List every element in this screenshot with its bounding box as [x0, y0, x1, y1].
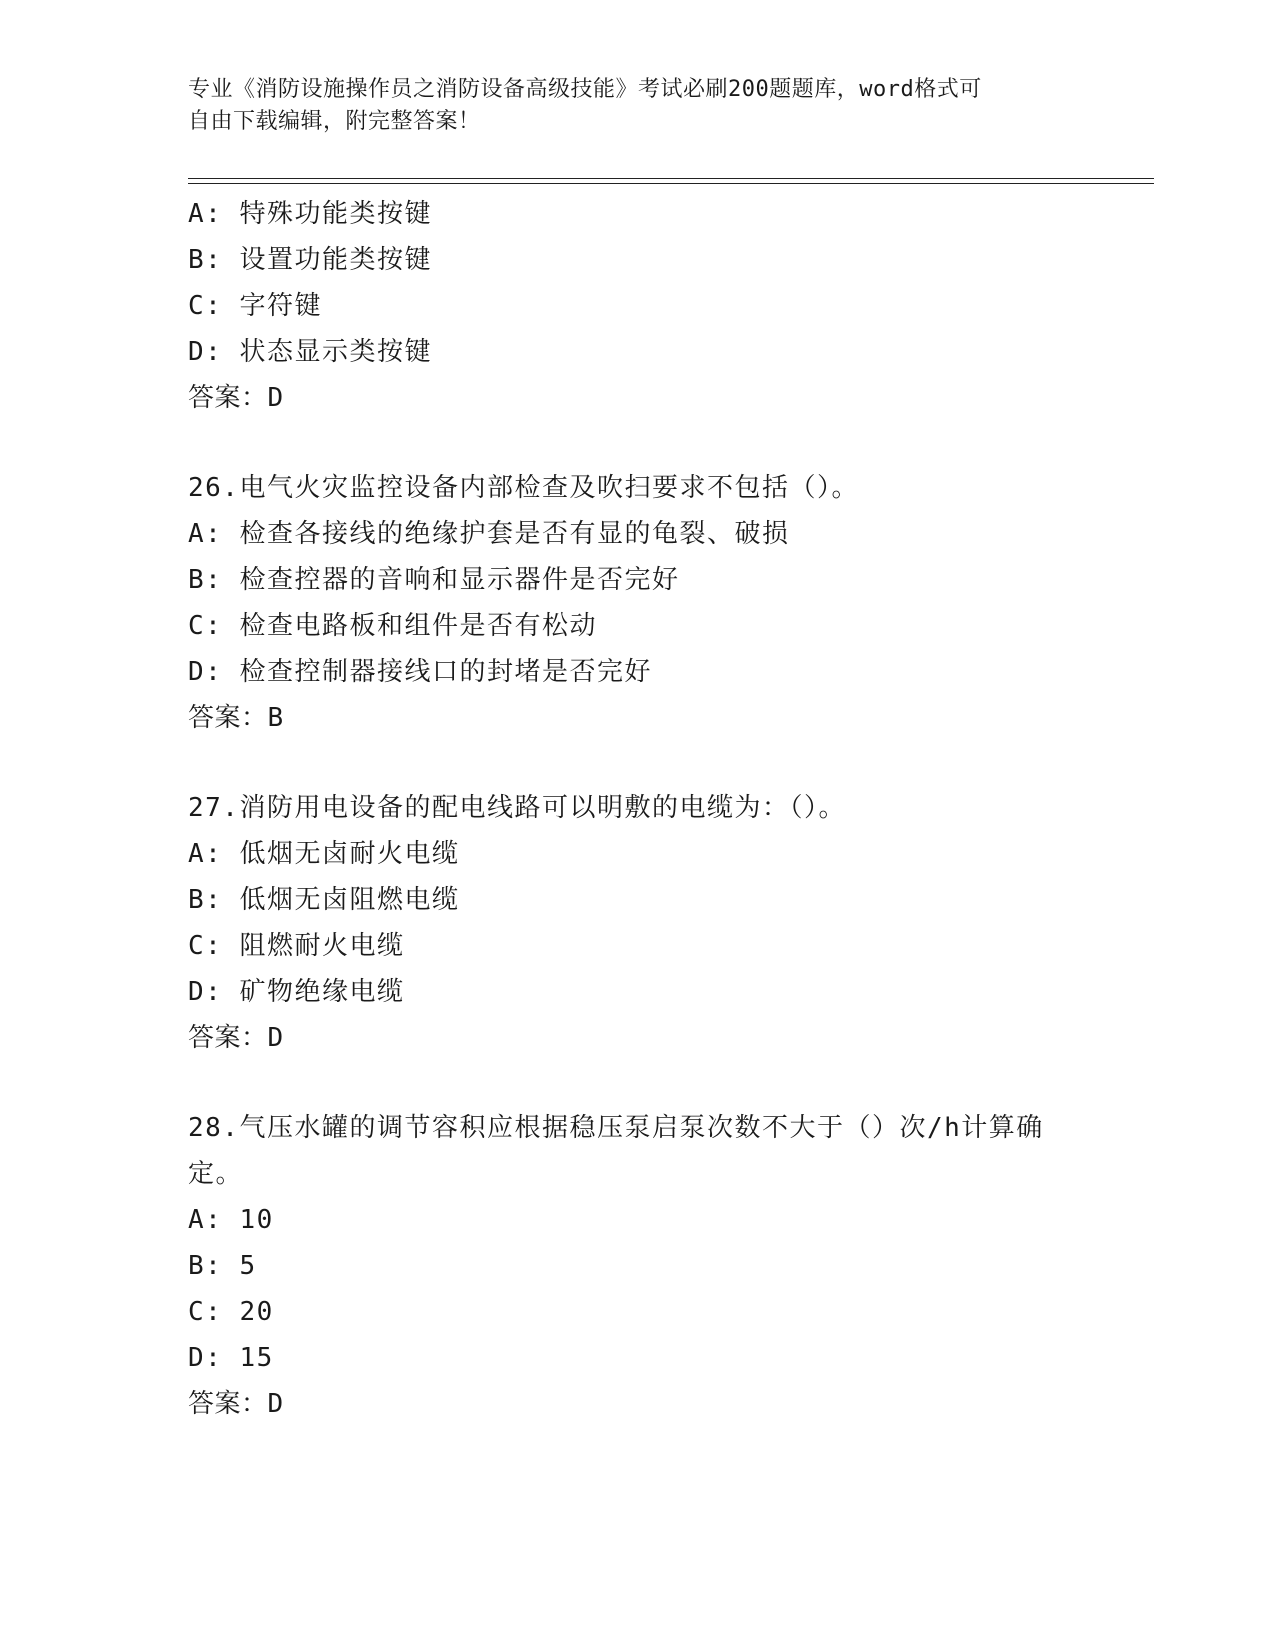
option-c: C: 字符键	[188, 291, 322, 321]
spacer	[188, 1061, 1168, 1105]
question-text: 27.消防用电设备的配电线路可以明敷的电缆为：（）。	[188, 793, 846, 823]
option-c: C: 阻燃耐火电缆	[188, 931, 405, 961]
option-b: B: 检查控器的音响和显示器件是否完好	[188, 565, 680, 595]
option-d: D: 状态显示类按键	[188, 337, 432, 367]
option-b: B: 低烟无卤阻燃电缆	[188, 885, 460, 915]
spacer	[188, 741, 1168, 785]
question-text-line-1: 28.气压水罐的调节容积应根据稳压泵启泵次数不大于（）次/h计算确	[188, 1113, 1044, 1143]
question-25-continued	[188, 191, 1168, 421]
question-text-line-2: 定。	[188, 1159, 244, 1189]
option-d: D: 矿物绝缘电缆	[188, 977, 405, 1007]
question-28	[188, 1105, 1168, 1427]
option-b: B: 设置功能类按键	[188, 245, 432, 275]
header-double-rule	[188, 178, 1154, 184]
option-a: A: 10	[188, 1205, 274, 1235]
option-a: A: 低烟无卤耐火电缆	[188, 839, 460, 869]
option-a: A: 特殊功能类按键	[188, 199, 432, 229]
question-26	[188, 465, 1168, 741]
option-d: D: 检查控制器接线口的封堵是否完好	[188, 657, 652, 687]
document-header	[188, 74, 1088, 138]
answer: 答案：B	[188, 703, 284, 733]
option-b: B: 5	[188, 1251, 257, 1281]
answer: 答案：D	[188, 383, 284, 413]
answer: 答案：D	[188, 1389, 284, 1419]
option-d: D: 15	[188, 1343, 274, 1373]
option-c: C: 检查电路板和组件是否有松动	[188, 611, 597, 641]
answer: 答案：D	[188, 1023, 284, 1053]
option-a: A: 检查各接线的绝缘护套是否有显的龟裂、破损	[188, 519, 790, 549]
option-c: C: 20	[188, 1297, 274, 1327]
question-27	[188, 785, 1168, 1061]
spacer	[188, 421, 1168, 465]
question-list	[188, 191, 1168, 1427]
header-line-2: 自由下载编辑，附完整答案！	[188, 109, 481, 134]
question-text: 26.电气火灾监控设备内部检查及吹扫要求不包括（）。	[188, 473, 859, 503]
header-line-1: 专业《消防设施操作员之消防设备高级技能》考试必刷200题题库，word格式可	[188, 77, 982, 102]
